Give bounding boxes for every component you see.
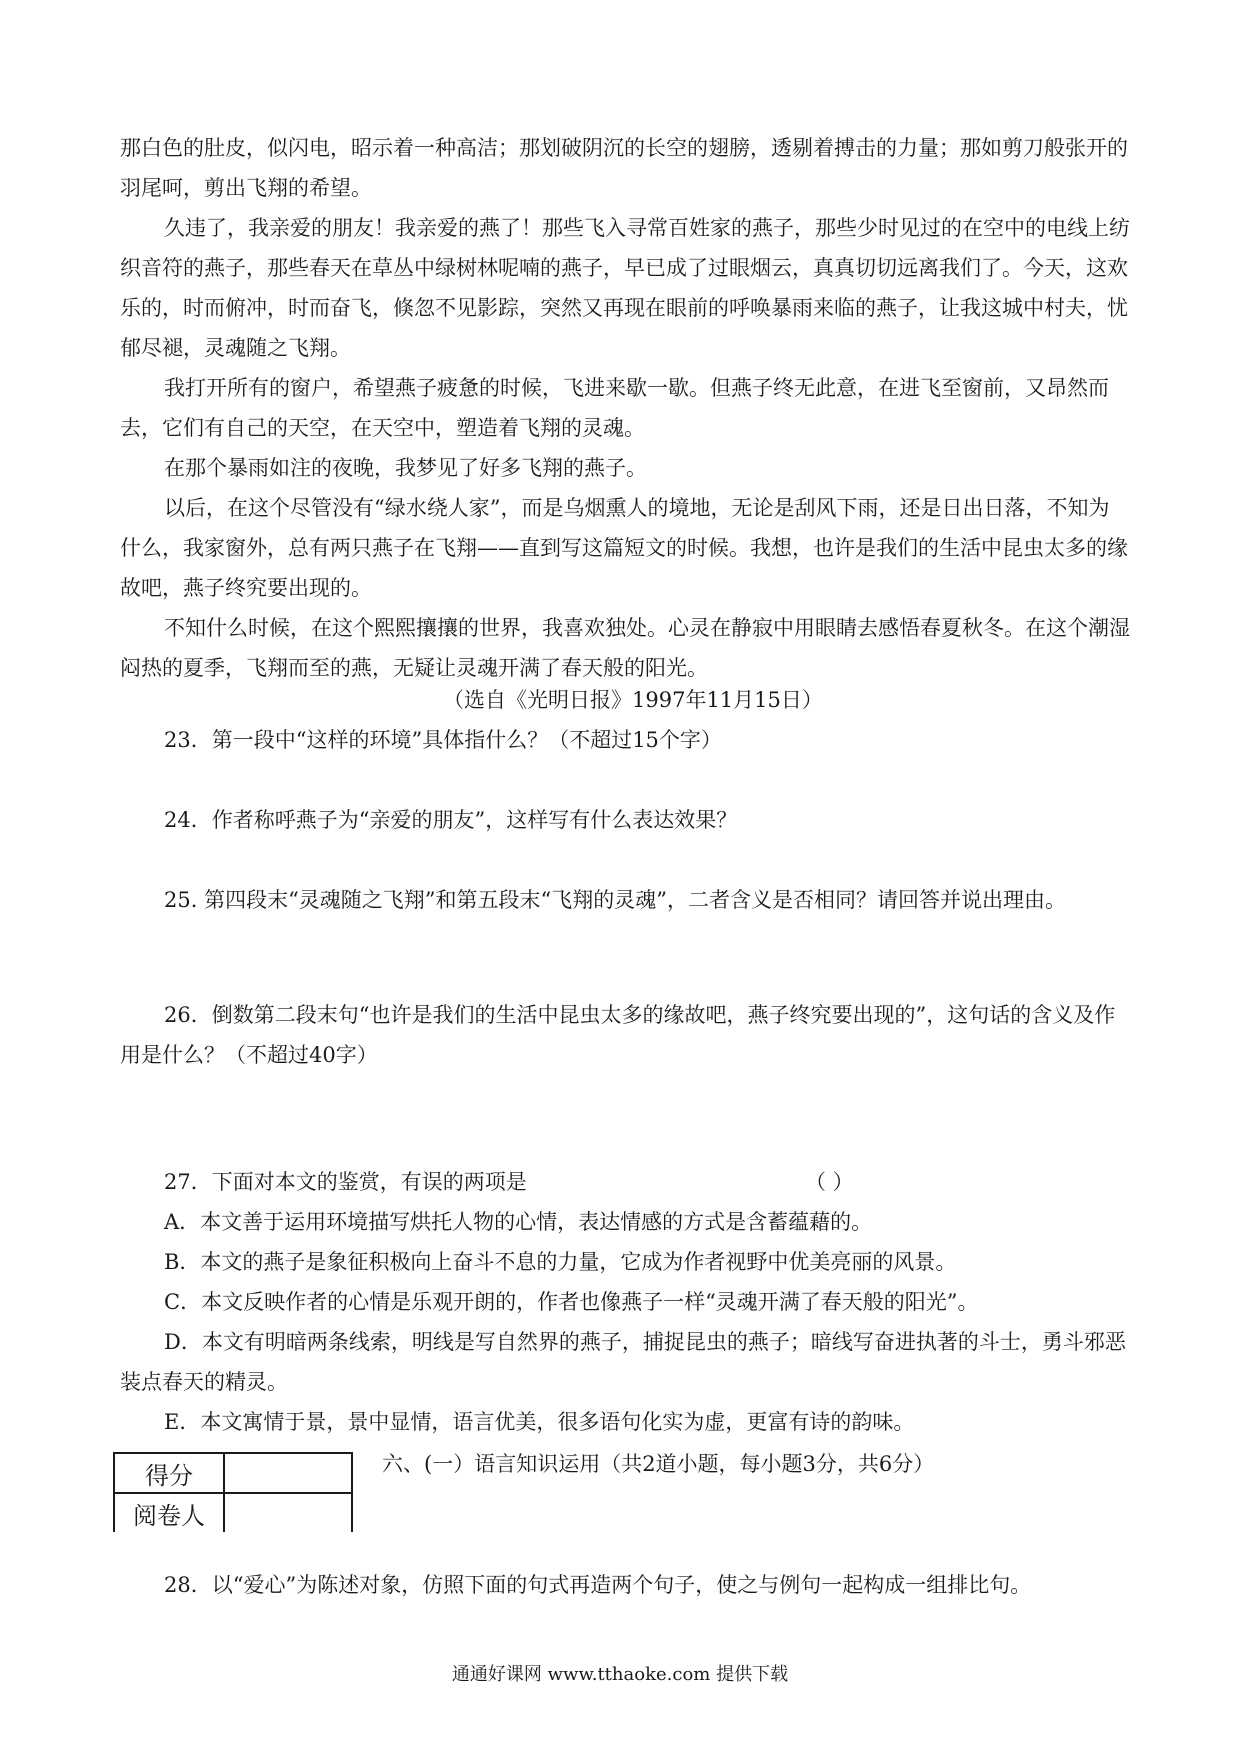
- score-label: 得分: [114, 1453, 224, 1493]
- passage-paragraph-5: 以后，在这个尽管没有“绿水绕人家”，而是乌烟熏人的境地，无论是刮风下雨，还是日出日落，不知为什么，我家窗外，总有两只燕子在飞翔——直到写这篇短文的时候。我想，也许是我们的生活中昆虫太多的缘故吧，燕子终究要出现的。: [120, 496, 1128, 600]
- passage-paragraph-2: 久违了，我亲爱的朋友！我亲爱的燕了！那些飞入寻常百姓家的燕子，那些少时见过的在空中的电线上纺织音符的燕子，那些春天在草丛中绿树林呢喃的燕子，早已成了过眼烟云，真真切切远离我们了。今天，这欢乐的，时而俯冲，时而奋飞，倏忽不见影踪，突然又再现在眼前的呼唤暴雨来临的燕子，让我这城中村夫，忧郁尽褪，灵魂随之飞翔。: [120, 216, 1130, 360]
- question-28: 28．以“爱心”为陈述对象，仿照下面的句式再造两个句子，使之与例句一起构成一组排比句。: [164, 1573, 1032, 1597]
- option-c: C．本文反映作者的心情是乐观开朗的，作者也像燕子一样“灵魂开满了春天般的阳光”。: [164, 1290, 979, 1314]
- question-26: 26．倒数第二段末句“也许是我们的生活中昆虫太多的缘故吧，燕子终究要出现的”，这句话的含义及作用是什么？（不超过40字）: [120, 1003, 1116, 1067]
- question-25: 25. 第四段末“灵魂随之飞翔”和第五段末“飞翔的灵魂”，二者含义是否相同？请回答并说出理由。: [164, 888, 1067, 912]
- section-title: 六、(一）语言知识运用（共2道小题，每小题3分，共6分）: [382, 1452, 935, 1476]
- answer-parentheses: （ ）: [805, 1170, 854, 1194]
- option-e: E．本文寓情于景，景中显情，语言优美，很多语句化实为虚，更富有诗的韵味。: [164, 1410, 915, 1434]
- grader-blank-cell[interactable]: [224, 1493, 352, 1532]
- option-d: D．本文有明暗两条线索，明线是写自然界的燕子，捕捉昆虫的燕子；暗线写奋进执著的斗士，勇斗邪恶装点春天的精灵。: [120, 1330, 1126, 1394]
- score-table: [113, 1452, 353, 1532]
- passage-paragraph-1: 那白色的肚皮，似闪电，昭示着一种高洁；那划破阴沉的长空的翅膀，透剔着搏击的力量；那如剪刀般张开的羽尾呵，剪出飞翔的希望。: [120, 136, 1128, 200]
- passage-paragraph-3: 我打开所有的窗户，希望燕子疲惫的时候，飞进来歇一歇。但燕子终无此意，在进飞至窗前，又昂然而去，它们有自己的天空，在天空中，塑造着飞翔的灵魂。: [120, 376, 1109, 440]
- passage-paragraph-6: 不知什么时候，在这个熙熙攘攘的世界，我喜欢独处。心灵在静寂中用眼睛去感悟春夏秋冬。在这个潮湿闷热的夏季，飞翔而至的燕，无疑让灵魂开满了春天般的阳光。: [120, 616, 1130, 680]
- passage-paragraph-4: 在那个暴雨如注的夜晚，我梦见了好多飞翔的燕子。: [164, 456, 647, 480]
- footer-credit: 通通好课网 www.tthaoke.com 提供下载: [451, 1664, 789, 1685]
- option-a: A．本文善于运用环境描写烘托人物的心情，表达情感的方式是含蓄蕴藉的。: [164, 1210, 873, 1234]
- question-23: 23．第一段中“这样的环境”具体指什么？（不超过15个字）: [164, 728, 722, 752]
- passage-source: （选自《光明日报》1997年11月15日）: [443, 688, 823, 712]
- score-blank-cell[interactable]: [224, 1453, 352, 1493]
- question-27: 27．下面对本文的鉴赏，有误的两项是: [164, 1170, 527, 1194]
- question-24: 24．作者称呼燕子为“亲爱的朋友”，这样写有什么表达效果？: [164, 808, 738, 832]
- grader-label: 阅卷人: [114, 1493, 224, 1532]
- option-b: B．本文的燕子是象征积极向上奋斗不息的力量，它成为作者视野中优美亮丽的风景。: [164, 1250, 957, 1274]
